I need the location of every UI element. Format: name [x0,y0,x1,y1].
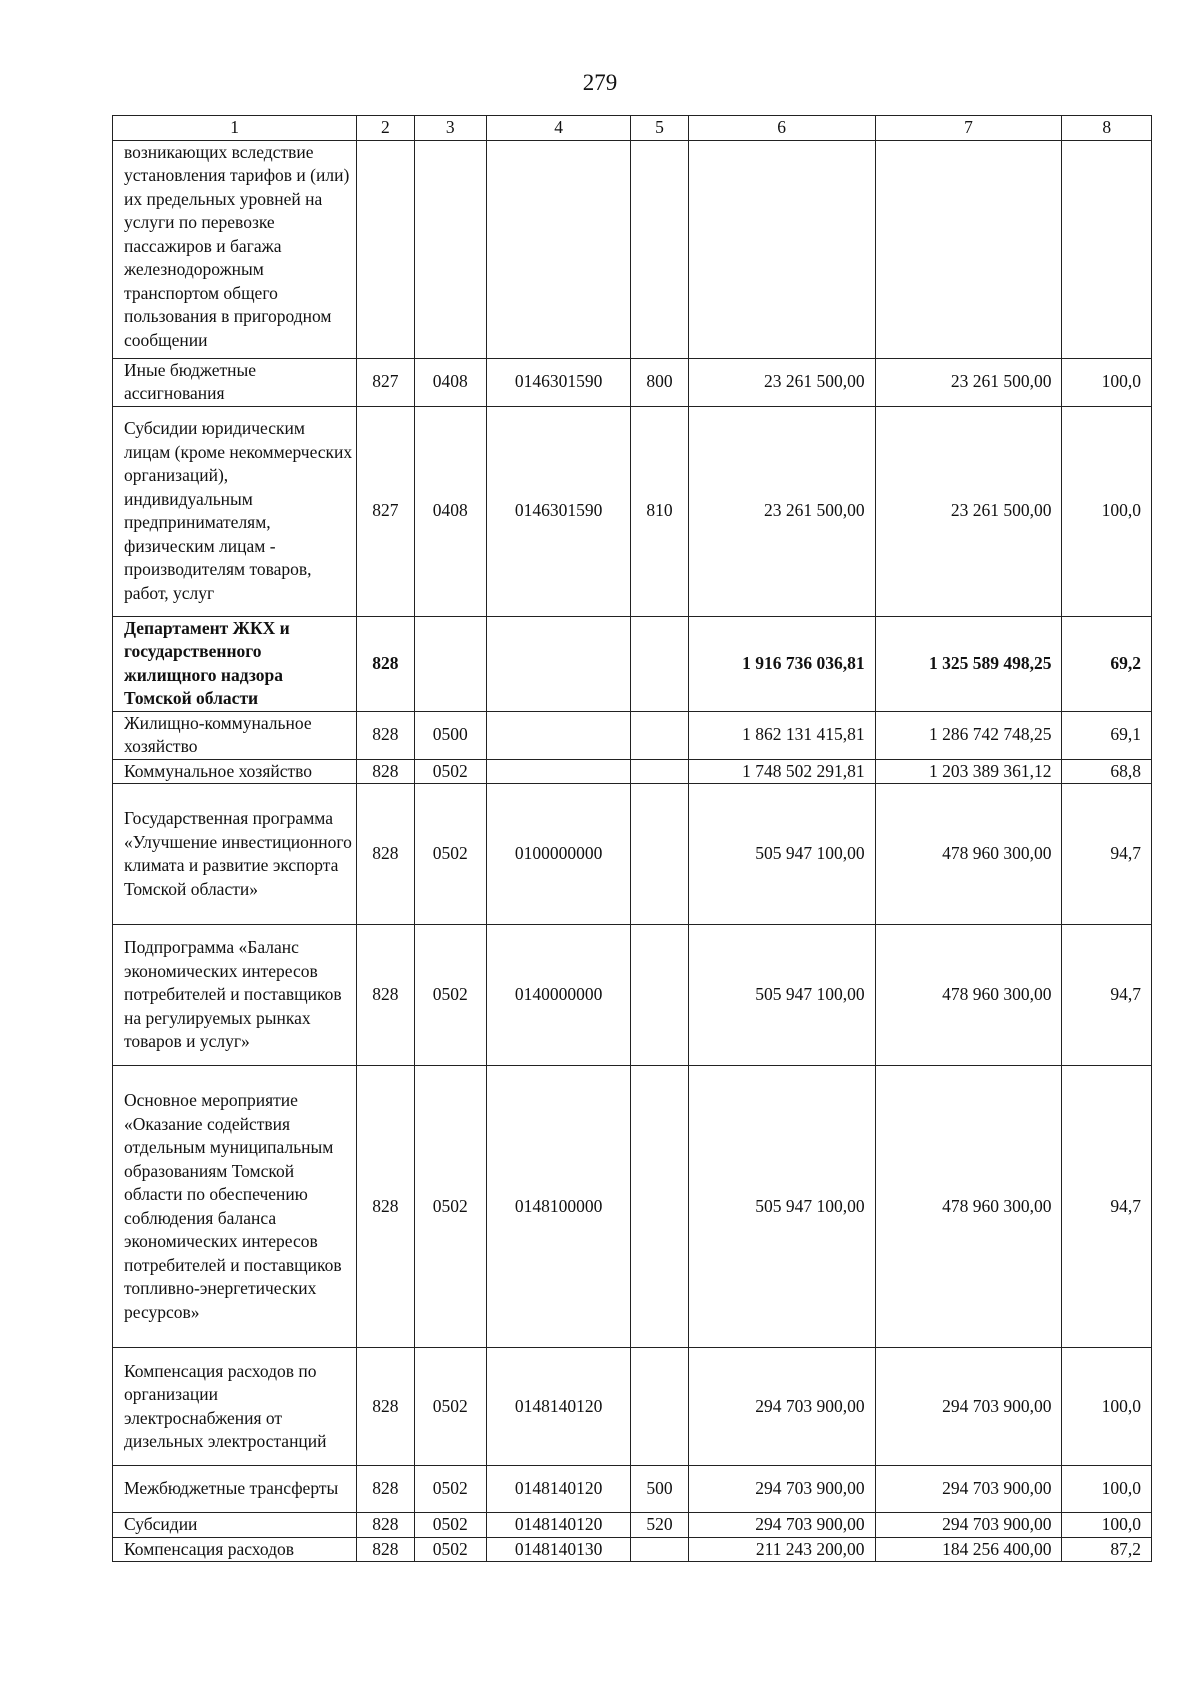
cell-percent: 100,0 [1062,1466,1152,1513]
cell-expense-type [631,1348,688,1466]
cell-section-code: 0502 [414,1537,486,1562]
cell-target-code: 0148100000 [486,1066,630,1348]
row-name: Коммунальное хозяйство [113,759,357,784]
table-row [113,1466,1152,1513]
row-name: Субсидии юридическим лицам (кроме некоммерческих организаций), индивидуальным предпринимателям, физическим лицам - производителям товаров, работ, услуг [113,406,357,616]
column-header: 5 [631,116,688,141]
cell-plan-amount: 294 703 900,00 [688,1348,875,1466]
cell-plan-amount [688,140,875,358]
cell-target-code [486,616,630,711]
cell-admin-code: 828 [357,1466,414,1513]
table-row [113,925,1152,1066]
row-name: возникающих вследствие установления тарифов и (или) их предельных уровней на услуги по перевозке пассажиров и багажа железнодорожным транспортом общего пользования в пригородном сообщении [113,140,357,358]
cell-expense-type [631,616,688,711]
cell-plan-amount: 505 947 100,00 [688,925,875,1066]
cell-expense-type: 810 [631,406,688,616]
column-header: 8 [1062,116,1152,141]
cell-target-code: 0146301590 [486,358,630,406]
row-name: Государственная программа «Улучшение инвестиционного климата и развитие экспорта Томской области» [113,784,357,925]
cell-section-code: 0502 [414,1466,486,1513]
cell-section-code [414,616,486,711]
cell-admin-code: 828 [357,759,414,784]
row-name: Основное мероприятие «Оказание содействия отдельным муниципальным образованиям Томской области по обеспечению соблюдения баланса экономических интересов потребителей и поставщиков топливно-энергетических ресурсов» [113,1066,357,1348]
column-header: 6 [688,116,875,141]
page-number: 279 [582,70,618,95]
cell-percent: 69,2 [1062,616,1152,711]
cell-admin-code: 828 [357,711,414,759]
cell-target-code: 0146301590 [486,406,630,616]
cell-admin-code: 828 [357,925,414,1066]
table-row [113,1348,1152,1466]
cell-actual-amount: 23 261 500,00 [875,358,1062,406]
cell-section-code: 0502 [414,759,486,784]
cell-expense-type [631,925,688,1066]
row-name: Жилищно-коммунальное хозяйство [113,711,357,759]
cell-percent: 69,1 [1062,711,1152,759]
cell-target-code [486,711,630,759]
table-row [113,784,1152,925]
cell-actual-amount: 478 960 300,00 [875,1066,1062,1348]
table-row [113,406,1152,616]
column-header: 1 [113,116,357,141]
cell-admin-code: 828 [357,1513,414,1538]
row-name: Департамент ЖКХ и государственного жилищного надзора Томской области [113,616,357,711]
cell-expense-type: 500 [631,1466,688,1513]
row-name: Компенсация расходов [113,1537,357,1562]
cell-percent: 94,7 [1062,925,1152,1066]
cell-admin-code: 828 [357,1537,414,1562]
cell-actual-amount: 294 703 900,00 [875,1466,1062,1513]
cell-plan-amount: 505 947 100,00 [688,1066,875,1348]
cell-target-code: 0148140120 [486,1513,630,1538]
cell-plan-amount: 1 748 502 291,81 [688,759,875,784]
row-name: Субсидии [113,1513,357,1538]
table-row [113,759,1152,784]
cell-plan-amount: 294 703 900,00 [688,1513,875,1538]
row-name: Межбюджетные трансферты [113,1466,357,1513]
cell-section-code: 0408 [414,406,486,616]
cell-percent: 100,0 [1062,406,1152,616]
cell-percent: 94,7 [1062,1066,1152,1348]
cell-percent: 87,2 [1062,1537,1152,1562]
cell-actual-amount: 1 286 742 748,25 [875,711,1062,759]
cell-actual-amount: 1 203 389 361,12 [875,759,1062,784]
cell-plan-amount: 505 947 100,00 [688,784,875,925]
cell-section-code: 0500 [414,711,486,759]
cell-admin-code: 828 [357,1348,414,1466]
table-row [113,140,1152,358]
cell-target-code: 0148140120 [486,1348,630,1466]
cell-expense-type [631,711,688,759]
table-row-department-total [113,616,1152,711]
cell-target-code [486,759,630,784]
cell-section-code: 0502 [414,1348,486,1466]
cell-admin-code: 827 [357,358,414,406]
row-name: Компенсация расходов по организации электроснабжения от дизельных электростанций [113,1348,357,1466]
cell-percent: 100,0 [1062,1348,1152,1466]
cell-plan-amount: 1 916 736 036,81 [688,616,875,711]
cell-admin-code: 828 [357,616,414,711]
cell-expense-type [631,1537,688,1562]
table-row [113,1513,1152,1538]
cell-expense-type [631,784,688,925]
cell-percent: 100,0 [1062,358,1152,406]
table-row [113,1537,1152,1562]
cell-target-code: 0148140130 [486,1537,630,1562]
cell-expense-type [631,1066,688,1348]
cell-percent: 94,7 [1062,784,1152,925]
cell-percent: 68,8 [1062,759,1152,784]
column-header: 7 [875,116,1062,141]
budget-table [112,115,1152,1562]
table-row [113,711,1152,759]
cell-actual-amount [875,140,1062,358]
cell-plan-amount: 23 261 500,00 [688,406,875,616]
cell-percent: 100,0 [1062,1513,1152,1538]
column-header: 4 [486,116,630,141]
cell-section-code [414,140,486,358]
cell-plan-amount: 23 261 500,00 [688,358,875,406]
cell-admin-code [357,140,414,358]
cell-section-code: 0502 [414,784,486,925]
cell-admin-code: 828 [357,1066,414,1348]
row-name: Подпрограмма «Баланс экономических интересов потребителей и поставщиков на регулируемых рынках товаров и услуг» [113,925,357,1066]
cell-admin-code: 827 [357,406,414,616]
cell-target-code: 0100000000 [486,784,630,925]
cell-actual-amount: 294 703 900,00 [875,1513,1062,1538]
cell-plan-amount: 294 703 900,00 [688,1466,875,1513]
cell-section-code: 0408 [414,358,486,406]
column-header: 3 [414,116,486,141]
cell-plan-amount: 211 243 200,00 [688,1537,875,1562]
cell-expense-type: 520 [631,1513,688,1538]
cell-admin-code: 828 [357,784,414,925]
cell-percent [1062,140,1152,358]
table-row [113,1066,1152,1348]
cell-plan-amount: 1 862 131 415,81 [688,711,875,759]
cell-target-code [486,140,630,358]
table-row [113,358,1152,406]
cell-actual-amount: 184 256 400,00 [875,1537,1062,1562]
cell-target-code: 0148140120 [486,1466,630,1513]
cell-actual-amount: 478 960 300,00 [875,925,1062,1066]
cell-expense-type [631,140,688,358]
cell-actual-amount: 478 960 300,00 [875,784,1062,925]
cell-section-code: 0502 [414,1513,486,1538]
cell-target-code: 0140000000 [486,925,630,1066]
cell-actual-amount: 23 261 500,00 [875,406,1062,616]
cell-expense-type: 800 [631,358,688,406]
row-name: Иные бюджетные ассигнования [113,358,357,406]
cell-section-code: 0502 [414,925,486,1066]
cell-actual-amount: 294 703 900,00 [875,1348,1062,1466]
cell-section-code: 0502 [414,1066,486,1348]
column-header: 2 [357,116,414,141]
table-header-row [113,116,1152,141]
cell-actual-amount: 1 325 589 498,25 [875,616,1062,711]
cell-expense-type [631,759,688,784]
